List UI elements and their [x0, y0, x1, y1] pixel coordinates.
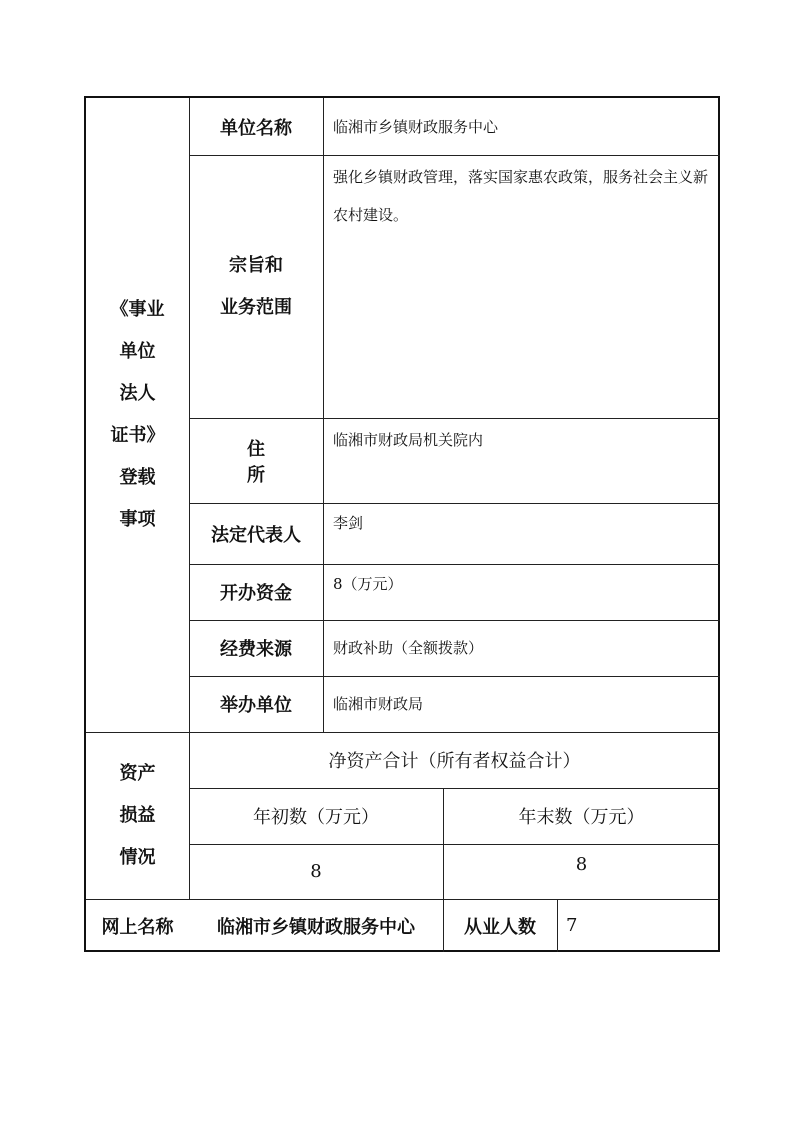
- begin-label: 年初数（万元）: [253, 807, 379, 828]
- address-label: 住所: [247, 438, 305, 486]
- registration-section-title: 《事业 单位 法人 证书》 登载 事项: [110, 299, 165, 530]
- unit-name-label: 单位名称: [220, 117, 292, 139]
- funding-value: 财政补助（全额拨款）: [333, 639, 484, 657]
- funding-label: 经费来源: [220, 639, 292, 660]
- purpose-value: 强化乡镇财政管理，落实国家惠农政策，服务社会主义新农村建设。: [333, 168, 709, 224]
- end-value: 8: [575, 854, 588, 875]
- sponsor-value: 临湘市财政局: [333, 695, 424, 713]
- staff-label: 从业人数: [464, 916, 536, 938]
- end-label: 年末数（万元）: [518, 807, 645, 828]
- assets-section-title: 资产 损益 情况: [119, 762, 156, 868]
- capital-label: 开办资金: [220, 583, 292, 604]
- staff-value: 7: [566, 915, 578, 936]
- legal-rep-label: 法定代表人: [211, 524, 301, 546]
- registration-table: [84, 96, 720, 952]
- capital-value: 8（万元）: [333, 575, 403, 593]
- purpose-label: 宗旨和 业务范围: [220, 254, 292, 318]
- sponsor-label: 举办单位: [220, 695, 292, 716]
- online-name-value: 临湘市乡镇财政服务中心: [217, 916, 415, 938]
- begin-value: 8: [310, 861, 322, 882]
- net-assets-header: 净资产合计（所有者权益合计）: [328, 751, 581, 772]
- legal-rep-value: 李剑: [333, 514, 364, 532]
- unit-name-value: 临湘市乡镇财政服务中心: [333, 117, 499, 136]
- address-value: 临湘市财政局机关院内: [333, 431, 484, 449]
- online-name-label: 网上名称: [101, 916, 174, 938]
